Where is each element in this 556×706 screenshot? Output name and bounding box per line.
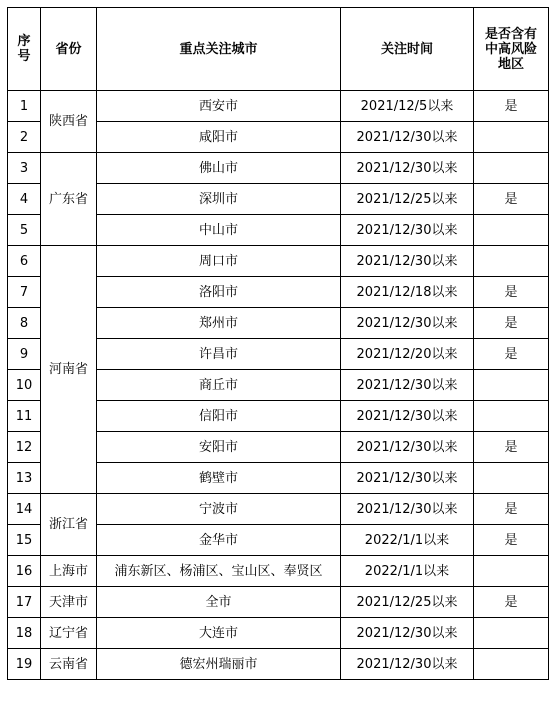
province-cell: 云南省: [41, 649, 97, 680]
city-cell: 周口市: [97, 246, 341, 277]
time-cell: 2021/12/30以来: [341, 153, 474, 184]
row-number: 15: [8, 525, 41, 556]
row-number: 6: [8, 246, 41, 277]
risk-cell: [474, 401, 549, 432]
city-cell: 商丘市: [97, 370, 341, 401]
risk-cell: [474, 370, 549, 401]
row-number: 1: [8, 91, 41, 122]
province-cell: 河南省: [41, 246, 97, 494]
time-cell: 2022/1/1以来: [341, 556, 474, 587]
header-risk-line3: 地区: [497, 56, 524, 72]
risk-cell: 是: [474, 184, 549, 215]
time-cell: 2021/12/30以来: [341, 463, 474, 494]
row-number: 14: [8, 494, 41, 525]
table-row: [8, 556, 549, 587]
city-cell: 洛阳市: [97, 277, 341, 308]
time-cell: 2021/12/30以来: [341, 215, 474, 246]
header-time: 关注时间: [341, 8, 474, 91]
time-cell: 2021/12/30以来: [341, 494, 474, 525]
table-row: [8, 587, 549, 618]
city-cell: 安阳市: [97, 432, 341, 463]
city-cell: 信阳市: [97, 401, 341, 432]
province-cell: 辽宁省: [41, 618, 97, 649]
time-cell: 2021/12/25以来: [341, 587, 474, 618]
header-province: 省份: [41, 8, 97, 91]
city-cell: 宁波市: [97, 494, 341, 525]
city-cell: 西安市: [97, 91, 341, 122]
city-cell: 金华市: [97, 525, 341, 556]
row-number: 2: [8, 122, 41, 153]
focus-cities-table: [7, 7, 549, 680]
risk-cell: 是: [474, 525, 549, 556]
city-cell: 全市: [97, 587, 341, 618]
time-cell: 2021/12/30以来: [341, 649, 474, 680]
table-row: [8, 153, 549, 184]
row-number: 12: [8, 432, 41, 463]
row-number: 17: [8, 587, 41, 618]
risk-cell: [474, 649, 549, 680]
time-cell: 2021/12/30以来: [341, 122, 474, 153]
row-number: 18: [8, 618, 41, 649]
risk-cell: 是: [474, 587, 549, 618]
header-seq: [8, 8, 41, 91]
table-row: [8, 91, 549, 122]
table-row: [8, 649, 549, 680]
row-number: 7: [8, 277, 41, 308]
province-cell: 广东省: [41, 153, 97, 246]
province-cell: 陕西省: [41, 91, 97, 153]
city-cell: 中山市: [97, 215, 341, 246]
row-number: 10: [8, 370, 41, 401]
table-row: [8, 494, 549, 525]
row-number: 13: [8, 463, 41, 494]
table-row: [8, 618, 549, 649]
time-cell: 2022/1/1以来: [341, 525, 474, 556]
time-cell: 2021/12/30以来: [341, 618, 474, 649]
risk-cell: [474, 246, 549, 277]
city-cell: 鹤壁市: [97, 463, 341, 494]
header-city: 重点关注城市: [97, 8, 341, 91]
table-row: [8, 246, 549, 277]
row-number: 8: [8, 308, 41, 339]
time-cell: 2021/12/30以来: [341, 432, 474, 463]
header-row: [8, 8, 549, 91]
risk-cell: 是: [474, 308, 549, 339]
city-cell: 咸阳市: [97, 122, 341, 153]
risk-cell: [474, 618, 549, 649]
province-cell: 天津市: [41, 587, 97, 618]
time-cell: 2021/12/30以来: [341, 401, 474, 432]
time-cell: 2021/12/30以来: [341, 246, 474, 277]
header-seq-line2: 号: [17, 49, 31, 64]
risk-cell: 是: [474, 494, 549, 525]
row-number: 4: [8, 184, 41, 215]
province-cell: 浙江省: [41, 494, 97, 556]
city-cell: 大连市: [97, 618, 341, 649]
risk-cell: 是: [474, 91, 549, 122]
city-cell: 许昌市: [97, 339, 341, 370]
risk-cell: [474, 556, 549, 587]
time-cell: 2021/12/5以来: [341, 91, 474, 122]
time-cell: 2021/12/20以来: [341, 339, 474, 370]
risk-cell: 是: [474, 432, 549, 463]
city-cell: 浦东新区、杨浦区、宝山区、奉贤区: [97, 556, 341, 587]
province-cell: 上海市: [41, 556, 97, 587]
time-cell: 2021/12/25以来: [341, 184, 474, 215]
city-cell: 德宏州瑞丽市: [97, 649, 341, 680]
city-cell: 郑州市: [97, 308, 341, 339]
time-cell: 2021/12/30以来: [341, 308, 474, 339]
risk-cell: [474, 463, 549, 494]
city-cell: 深圳市: [97, 184, 341, 215]
row-number: 11: [8, 401, 41, 432]
row-number: 19: [8, 649, 41, 680]
risk-cell: [474, 153, 549, 184]
header-risk: [474, 8, 549, 91]
row-number: 9: [8, 339, 41, 370]
time-cell: 2021/12/30以来: [341, 370, 474, 401]
header-seq-line1: 序: [17, 34, 31, 49]
risk-cell: [474, 122, 549, 153]
risk-cell: 是: [474, 339, 549, 370]
header-risk-line2: 中高风险: [484, 41, 537, 57]
city-cell: 佛山市: [97, 153, 341, 184]
header-risk-line1: 是否含有: [484, 26, 537, 42]
risk-cell: 是: [474, 277, 549, 308]
row-number: 3: [8, 153, 41, 184]
row-number: 5: [8, 215, 41, 246]
row-number: 16: [8, 556, 41, 587]
time-cell: 2021/12/18以来: [341, 277, 474, 308]
risk-cell: [474, 215, 549, 246]
